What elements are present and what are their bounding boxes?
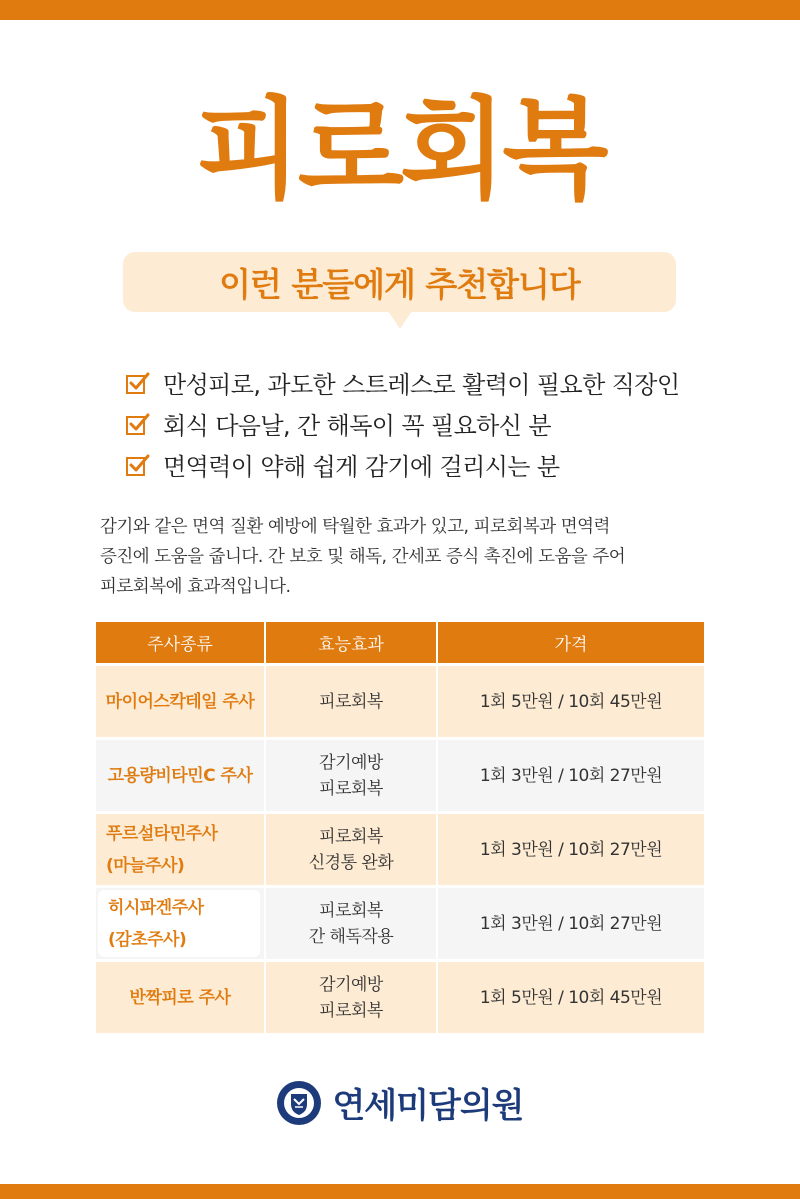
injection-price: 1회 5만원 / 10회 45만원 (436, 666, 704, 737)
table-row (96, 814, 704, 885)
description-line: 증진에 도움을 줍니다. 간 보호 및 해독, 간세포 증식 촉진에 도움을 주어 (100, 547, 626, 567)
yonsei-emblem-icon (276, 1080, 322, 1126)
injection-price: 1회 3만원 / 10회 27만원 (436, 814, 704, 885)
page-title: 피로회복 (195, 86, 605, 214)
table-row (96, 666, 704, 737)
description-paragraph (100, 512, 705, 602)
column-header-price: 가격 (436, 622, 704, 663)
injection-effect: 감기예방 피로회복 (264, 962, 436, 1033)
injection-name: 고용량비타민C 주사 (107, 765, 253, 786)
recommendation-list (125, 362, 725, 485)
clinic-name: 연세미담의원 (332, 1086, 524, 1126)
column-header-type: 주사종류 (147, 635, 213, 655)
checkbox-checked-icon (125, 452, 151, 478)
injection-name: 히시파겐주사 (감초주사) (98, 890, 260, 957)
checkbox-checked-icon (125, 370, 151, 396)
injection-name: 마이어스칵테일 주사 (105, 691, 255, 712)
list-item-text: 면역력이 약해 쉽게 감기에 걸리시는 분 (163, 453, 560, 481)
price-table (96, 622, 704, 1033)
injection-effect: 피로회복 간 해독작용 (264, 888, 436, 959)
table-row (96, 888, 704, 959)
list-item (125, 444, 725, 485)
column-header-effect: 효능효과 (264, 622, 436, 663)
list-item (125, 403, 725, 444)
injection-effect: 감기예방 피로회복 (264, 740, 436, 811)
recommendation-bubble (123, 252, 676, 312)
table-row (96, 740, 704, 811)
list-item-text: 회식 다음날, 간 해독이 꼭 필요하신 분 (163, 412, 551, 440)
injection-price: 1회 5만원 / 10회 45만원 (436, 962, 704, 1033)
injection-name: 반짝피로 주사 (129, 987, 231, 1008)
bottom-accent-bar (0, 1184, 800, 1199)
injection-price: 1회 3만원 / 10회 27만원 (436, 888, 704, 959)
injection-price: 1회 3만원 / 10회 27만원 (436, 740, 704, 811)
list-item-text: 만성피로, 과도한 스트레스로 활력이 필요한 직장인 (163, 371, 680, 399)
checkbox-checked-icon (125, 411, 151, 437)
clinic-logo (0, 1078, 800, 1127)
injection-name: 푸르설타민주사 (마늘주사) (106, 823, 218, 876)
description-line: 감기와 같은 면역 질환 예방에 탁월한 효과가 있고, 피로회복과 면역력 (100, 517, 610, 537)
bubble-tail (388, 311, 412, 329)
injection-effect: 피로회복 신경통 완화 (264, 814, 436, 885)
description-line: 피로회복에 효과적입니다. (100, 577, 291, 597)
table-header (96, 622, 704, 663)
bubble-heading: 이런 분들에게 추천합니다 (219, 264, 580, 304)
table-row (96, 962, 704, 1033)
top-accent-bar (0, 0, 800, 20)
list-item (125, 362, 725, 403)
injection-effect: 피로회복 (264, 666, 436, 737)
